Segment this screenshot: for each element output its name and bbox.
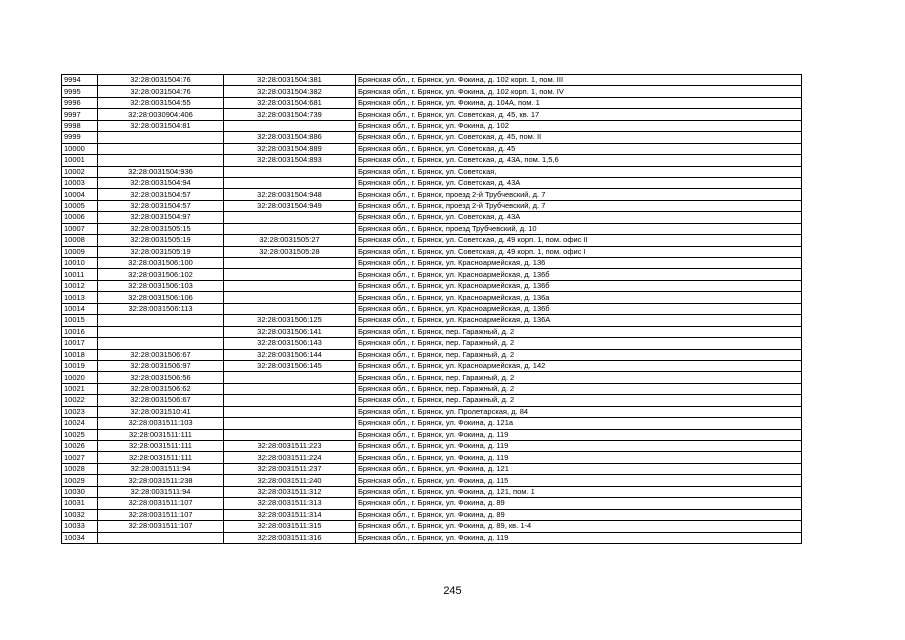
object-number-cell: 32:28:0031504:739 [224,109,356,120]
row-number-cell: 9998 [62,120,98,131]
address-cell: Брянская обл., г. Брянск, ул. Фокина, д. 119 [356,441,802,452]
cadastral-number-cell: 32:28:0031504:936 [98,166,224,177]
object-number-cell: 32:28:0031504:382 [224,86,356,97]
table-row [62,212,802,223]
object-number-cell [224,166,356,177]
cadastral-number-cell: 32:28:0031504:76 [98,86,224,97]
row-number-cell: 10018 [62,349,98,360]
table-row [62,189,802,200]
table-row [62,349,802,360]
row-number-cell: 10014 [62,303,98,314]
cadastral-number-cell: 32:28:0031504:57 [98,189,224,200]
cadastral-number-cell: 32:28:0031505:19 [98,235,224,246]
cadastral-number-cell: 32:28:0031505:15 [98,223,224,234]
object-number-cell: 32:28:0031511:314 [224,509,356,520]
address-cell: Брянская обл., г. Брянск, ул. Красноармейская, д. 136а [356,292,802,303]
cadastral-number-cell: 32:28:0031511:107 [98,509,224,520]
row-number-cell: 10033 [62,521,98,532]
address-cell: Брянская обл., г. Брянск, ул. Советская, д. 43А [356,212,802,223]
address-cell: Брянская обл., г. Брянск, ул. Советская, д. 45 [356,143,802,154]
row-number-cell: 10002 [62,166,98,177]
address-cell: Брянская обл., г. Брянск, ул. Советская, [356,166,802,177]
row-number-cell: 10020 [62,372,98,383]
object-number-cell: 32:28:0031511:315 [224,521,356,532]
row-number-cell: 10019 [62,360,98,371]
cadastral-number-cell: 32:28:0031510:41 [98,406,224,417]
address-cell: Брянская обл., г. Брянск, ул. Фокина, д. 102 корп. 1, пом. III [356,75,802,86]
address-cell: Брянская обл., г. Брянск, ул. Красноармейская, д. 136А [356,315,802,326]
table-row [62,200,802,211]
object-number-cell: 32:28:0031504:681 [224,97,356,108]
row-number-cell: 9995 [62,86,98,97]
address-cell: Брянская обл., г. Брянск, ул. Фокина, д. 89, кв. 1-4 [356,521,802,532]
row-number-cell: 10001 [62,155,98,166]
table-row [62,303,802,314]
object-number-cell [224,292,356,303]
address-cell: Брянская обл., г. Брянск, ул. Советская, д. 43А, пом. 1,5,6 [356,155,802,166]
table-body [62,75,802,544]
cadastral-number-cell: 32:28:0031511:94 [98,486,224,497]
address-cell: Брянская обл., г. Брянск, ул. Фокина, д. 121 [356,463,802,474]
address-cell: Брянская обл., г. Брянск, проезд Трубчевский, д. 10 [356,223,802,234]
address-cell: Брянская обл., г. Брянск, ул. Красноармейская, д. 136 [356,258,802,269]
address-cell: Брянская обл., г. Брянск, пер. Гаражный, д. 2 [356,383,802,394]
cadastral-number-cell [98,315,224,326]
cadastral-number-cell: 32:28:0031504:55 [98,97,224,108]
address-cell: Брянская обл., г. Брянск, ул. Красноармейская, д. 136б [356,269,802,280]
table-row [62,143,802,154]
object-number-cell: 32:28:0031506:144 [224,349,356,360]
table-row [62,509,802,520]
object-number-cell [224,395,356,406]
table-row [62,258,802,269]
table-row [62,75,802,86]
cadastral-number-cell [98,338,224,349]
table-row [62,280,802,291]
row-number-cell: 10016 [62,326,98,337]
row-number-cell: 10009 [62,246,98,257]
row-number-cell: 10022 [62,395,98,406]
address-cell: Брянская обл., г. Брянск, ул. Фокина, д. 102 корп. 1, пом. IV [356,86,802,97]
object-number-cell [224,177,356,188]
object-number-cell: 32:28:0031506:125 [224,315,356,326]
cadastral-number-cell: 32:28:0031506:103 [98,280,224,291]
address-cell: Брянская обл., г. Брянск, ул. Фокина, д. 102 [356,120,802,131]
cadastral-number-cell: 32:28:0031504:97 [98,212,224,223]
cadastral-number-cell: 32:28:0031504:81 [98,120,224,131]
object-number-cell [224,406,356,417]
cadastral-number-cell: 32:28:0031505:19 [98,246,224,257]
address-cell: Брянская обл., г. Брянск, ул. Фокина, д. 89 [356,498,802,509]
table-row [62,120,802,131]
object-number-cell [224,120,356,131]
table-row [62,338,802,349]
row-number-cell: 9999 [62,132,98,143]
cadastral-number-cell: 32:28:0031506:62 [98,383,224,394]
address-cell: Брянская обл., г. Брянск, проезд 2-й Трубчевский, д. 7 [356,189,802,200]
address-cell: Брянская обл., г. Брянск, ул. Фокина, д. 119 [356,452,802,463]
cadastral-number-cell [98,132,224,143]
row-number-cell: 10032 [62,509,98,520]
object-number-cell [224,383,356,394]
object-number-cell [224,280,356,291]
cadastral-number-cell: 32:28:0031511:111 [98,452,224,463]
table-row [62,97,802,108]
row-number-cell: 9996 [62,97,98,108]
table-row [62,223,802,234]
row-number-cell: 10006 [62,212,98,223]
row-number-cell: 10030 [62,486,98,497]
cadastral-number-cell: 32:28:0031506:100 [98,258,224,269]
cadastral-number-cell: 32:28:0031511:111 [98,441,224,452]
table-row [62,360,802,371]
row-number-cell: 10029 [62,475,98,486]
object-number-cell: 32:28:0031506:141 [224,326,356,337]
address-cell: Брянская обл., г. Брянск, ул. Советская, д. 45, пом. II [356,132,802,143]
table-row [62,109,802,120]
object-number-cell: 32:28:0031511:224 [224,452,356,463]
row-number-cell: 10000 [62,143,98,154]
row-number-cell: 10013 [62,292,98,303]
address-cell: Брянская обл., г. Брянск, ул. Фокина, д. 121а [356,418,802,429]
table-row [62,463,802,474]
table-row [62,441,802,452]
cadastral-number-cell: 32:28:0031511:94 [98,463,224,474]
address-cell: Брянская обл., г. Брянск, ул. Красноармейская, д. 142 [356,360,802,371]
object-number-cell: 32:28:0031504:948 [224,189,356,200]
row-number-cell: 10021 [62,383,98,394]
cadastral-number-cell: 32:28:0031504:94 [98,177,224,188]
cadastral-number-cell: 32:28:0031506:102 [98,269,224,280]
cadastral-number-cell: 32:28:0031504:57 [98,200,224,211]
address-cell: Брянская обл., г. Брянск, пер. Гаражный, д. 2 [356,349,802,360]
address-cell: Брянская обл., г. Брянск, ул. Фокина, д. 89 [356,509,802,520]
address-cell: Брянская обл., г. Брянск, ул. Фокина, д. 119 [356,429,802,440]
row-number-cell: 10005 [62,200,98,211]
object-number-cell [224,418,356,429]
object-number-cell: 32:28:0031506:145 [224,360,356,371]
row-number-cell: 10007 [62,223,98,234]
table-row [62,475,802,486]
cadastral-number-cell: 32:28:0031504:76 [98,75,224,86]
table-row [62,86,802,97]
object-number-cell: 32:28:0031511:313 [224,498,356,509]
object-number-cell: 32:28:0031504:889 [224,143,356,154]
object-number-cell: 32:28:0031511:312 [224,486,356,497]
row-number-cell: 10010 [62,258,98,269]
address-cell: Брянская обл., г. Брянск, ул. Советская, д. 49 корп. 1, пом. офис II [356,235,802,246]
cadastral-number-cell: 32:28:0031511:107 [98,521,224,532]
address-cell: Брянская обл., г. Брянск, ул. Фокина, д. 119 [356,532,802,543]
table-row [62,315,802,326]
table-row [62,326,802,337]
object-number-cell: 32:28:0031504:949 [224,200,356,211]
table-row [62,155,802,166]
object-number-cell [224,212,356,223]
object-number-cell: 32:28:0031504:893 [224,155,356,166]
object-number-cell [224,303,356,314]
table-row [62,486,802,497]
table-row [62,246,802,257]
table-row [62,429,802,440]
address-cell: Брянская обл., г. Брянск, ул. Советская, д. 49 корп. 1, пом. офис I [356,246,802,257]
table-row [62,292,802,303]
address-cell: Брянская обл., г. Брянск, ул. Фокина, д. 115 [356,475,802,486]
object-number-cell [224,223,356,234]
cadastral-number-cell: 32:28:0031506:113 [98,303,224,314]
table-row [62,521,802,532]
cadastral-number-cell: 32:28:0031506:97 [98,360,224,371]
address-cell: Брянская обл., г. Брянск, ул. Советская, д. 43А [356,177,802,188]
cadastral-number-cell: 32:28:0031511:238 [98,475,224,486]
row-number-cell: 10027 [62,452,98,463]
cadastral-number-cell: 32:28:0031511:103 [98,418,224,429]
row-number-cell: 10026 [62,441,98,452]
row-number-cell: 10012 [62,280,98,291]
object-number-cell [224,429,356,440]
cadastral-number-cell: 32:28:0030904:406 [98,109,224,120]
object-number-cell: 32:28:0031505:28 [224,246,356,257]
address-cell: Брянская обл., г. Брянск, пер. Гаражный, д. 2 [356,372,802,383]
row-number-cell: 10011 [62,269,98,280]
object-number-cell [224,269,356,280]
page-number: 245 [443,585,462,597]
address-cell: Брянская обл., г. Брянск, ул. Фокина, д. 121, пом. 1 [356,486,802,497]
cadastral-number-cell: 32:28:0031506:67 [98,349,224,360]
cadastral-number-cell: 32:28:0031506:67 [98,395,224,406]
row-number-cell: 10031 [62,498,98,509]
row-number-cell: 10004 [62,189,98,200]
cadastral-number-cell: 32:28:0031506:106 [98,292,224,303]
object-number-cell: 32:28:0031504:381 [224,75,356,86]
object-number-cell: 32:28:0031511:223 [224,441,356,452]
row-number-cell: 10028 [62,463,98,474]
cadastral-number-cell [98,143,224,154]
table-row [62,235,802,246]
cadastral-number-cell: 32:28:0031511:107 [98,498,224,509]
table-row [62,383,802,394]
row-number-cell: 9997 [62,109,98,120]
row-number-cell: 10034 [62,532,98,543]
table-row [62,166,802,177]
object-number-cell: 32:28:0031505:27 [224,235,356,246]
address-cell: Брянская обл., г. Брянск, пер. Гаражный, д. 2 [356,395,802,406]
object-number-cell: 32:28:0031511:240 [224,475,356,486]
property-table [61,74,802,544]
object-number-cell [224,258,356,269]
address-cell: Брянская обл., г. Брянск, проезд 2-й Трубчевский, д. 7 [356,200,802,211]
table-row [62,452,802,463]
address-cell: Брянская обл., г. Брянск, ул. Советская, д. 45, кв. 17 [356,109,802,120]
table-row [62,395,802,406]
row-number-cell: 10024 [62,418,98,429]
table-row [62,177,802,188]
table-row [62,406,802,417]
table-row [62,418,802,429]
cadastral-number-cell [98,326,224,337]
table-row [62,498,802,509]
table-row [62,532,802,543]
object-number-cell: 32:28:0031511:237 [224,463,356,474]
table-row [62,372,802,383]
row-number-cell: 10025 [62,429,98,440]
cadastral-number-cell: 32:28:0031511:111 [98,429,224,440]
row-number-cell: 10017 [62,338,98,349]
row-number-cell: 10015 [62,315,98,326]
cadastral-number-cell [98,155,224,166]
address-cell: Брянская обл., г. Брянск, ул. Фокина, д. 104А, пом. 1 [356,97,802,108]
address-cell: Брянская обл., г. Брянск, ул. Красноармейская, д. 136б [356,303,802,314]
object-number-cell: 32:28:0031506:143 [224,338,356,349]
row-number-cell: 10003 [62,177,98,188]
table-row [62,132,802,143]
cadastral-number-cell [98,532,224,543]
address-cell: Брянская обл., г. Брянск, пер. Гаражный, д. 2 [356,326,802,337]
address-cell: Брянская обл., г. Брянск, ул. Пролетарская, д. 84 [356,406,802,417]
object-number-cell [224,372,356,383]
object-number-cell: 32:28:0031504:886 [224,132,356,143]
address-cell: Брянская обл., г. Брянск, ул. Красноармейская, д. 136б [356,280,802,291]
row-number-cell: 9994 [62,75,98,86]
table-row [62,269,802,280]
row-number-cell: 10023 [62,406,98,417]
cadastral-number-cell: 32:28:0031506:56 [98,372,224,383]
address-cell: Брянская обл., г. Брянск, пер. Гаражный, д. 2 [356,338,802,349]
object-number-cell: 32:28:0031511:316 [224,532,356,543]
row-number-cell: 10008 [62,235,98,246]
